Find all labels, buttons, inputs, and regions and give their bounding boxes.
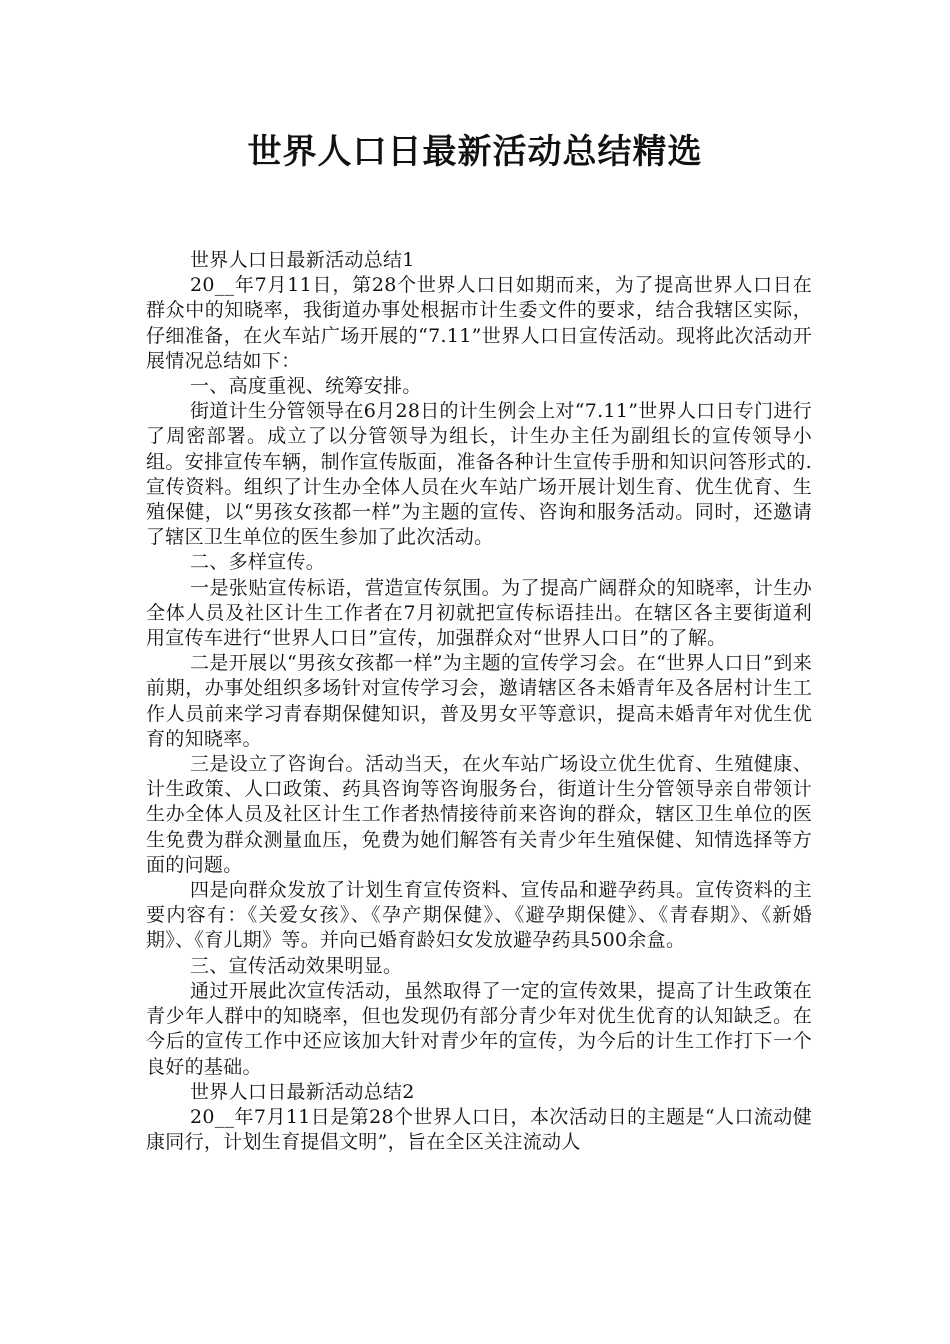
paragraph: 四是向群众发放了计划生育宣传资料、宣传品和避孕药具。宣传资料的主要内容有：《关爱女孩》、《孕产期保健》、《避孕期保健》、《青春期》、《新婚期》、《育儿期》等。并向已婚育龄妇女发放避孕药具500余盒。 xyxy=(146,879,812,952)
subheading: 二、多样宣传。 xyxy=(190,551,326,574)
paragraph: 二是开展以“男孩女孩都一样”为主题的宣传学习会。在“世界人口日”到来前期，办事处组织多场针对宣传学习会，邀请辖区各未婚青年及各居村计生工作人员前来学习青春期保健知识，普及男女平等意识，提高未婚青年对优生优育的知晓率。 xyxy=(146,652,812,750)
paragraph: 三是设立了咨询台。活动当天，在火车站广场设立优生优育、生殖健康、计生政策、人口政策、药具咨询等咨询服务台，街道计生分管领导亲自带领计生办全体人员及社区计生工作者热情接待前来咨询的群众，辖区卫生单位的医生免费为群众测量血压，免费为她们解答有关青少年生殖保健、知情选择等方面的问题。 xyxy=(146,753,812,876)
document-body xyxy=(146,248,812,1155)
paragraph: 20__年7月11日，第28个世界人口日如期而来，为了提高世界人口日在群众中的知晓率，我街道办事处根据市计生委文件的要求，结合我辖区实际，仔细准备，在火车站广场开展的“7.11”世界人口日宣传活动。现将此次活动开展情况总结如下： xyxy=(146,274,812,372)
subheading: 一、高度重视、统筹安排。 xyxy=(190,375,422,398)
paragraph: 一是张贴宣传标语，营造宣传氛围。为了提高广阔群众的知晓率，计生办全体人员及社区计生工作者在7月初就把宣传标语挂出。在辖区各主要街道利用宣传车进行“世界人口日”宣传，加强群众对“世界人口日”的了解。 xyxy=(146,576,812,650)
section-heading: 世界人口日最新活动总结2 xyxy=(190,1080,415,1103)
subheading: 三、宣传活动效果明显。 xyxy=(190,954,403,977)
paragraph: 通过开展此次宣传活动，虽然取得了一定的宣传效果，提高了计生政策在青少年人群中的知晓率，但也发现仍有部分青少年对优生优育的认知缺乏。在今后的宣传工作中还应该加大针对青少年的宣传，为今后的计生工作打下一个良好的基础。 xyxy=(146,979,812,1078)
section-heading: 世界人口日最新活动总结1 xyxy=(190,249,415,271)
document-title: 世界人口日最新活动总结精选 xyxy=(247,132,703,172)
paragraph: 街道计生分管领导在6月28日的计生例会上对“7.11”世界人口日专门进行了周密部署。成立了以分管领导为组长，计生办主任为副组长的宣传领导小组。安排宣传车辆，制作宣传版面，准备各种计生宣传手册和知识问答形式的.宣传资料。组织了计生办全体人员在火车站广场开展计划生育、优生优育、生殖保健，以“男孩女孩都一样”为主题的宣传、咨询和服务活动。同时，还邀请了辖区卫生单位的医生参加了此次活动。 xyxy=(146,400,812,549)
paragraph: 20__年7月11日是第28个世界人口日，本次活动日的主题是“人口流动健康同行，计划生育提倡文明”，旨在全区关注流动人 xyxy=(146,1105,812,1154)
